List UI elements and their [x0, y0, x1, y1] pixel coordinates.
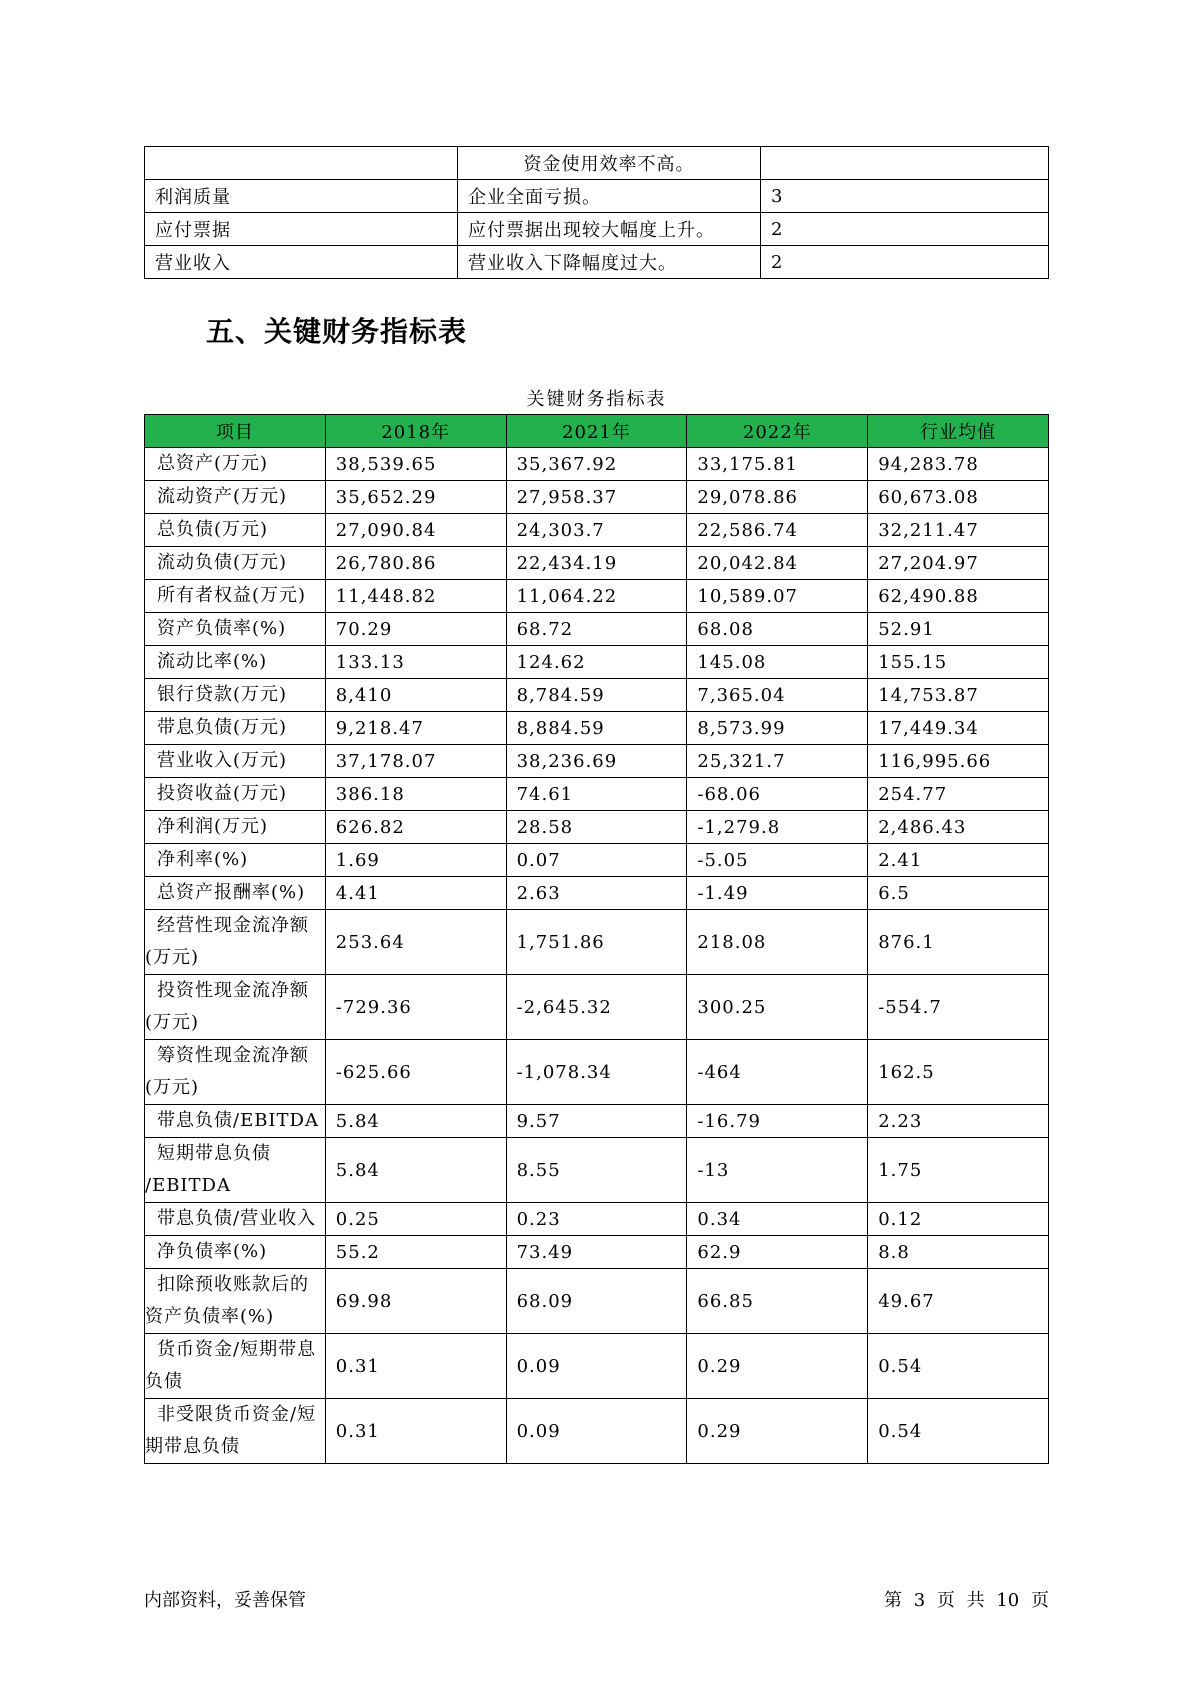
row-value: 33,175.81 [687, 448, 868, 481]
table-row [145, 778, 1049, 811]
risk-score [761, 147, 1049, 180]
row-value: 876.1 [868, 910, 1049, 975]
row-value: 1.75 [868, 1138, 1049, 1203]
financial-indicators-table [144, 414, 1049, 1464]
row-label [145, 1334, 326, 1399]
row-value: 2.23 [868, 1105, 1049, 1138]
row-value: 60,673.08 [868, 481, 1049, 514]
row-label-line1: 筹资性现金流净额 [157, 1045, 309, 1066]
table-row [145, 514, 1049, 547]
row-value: 69.98 [325, 1269, 506, 1334]
row-label-line1: 经营性现金流净额 [157, 915, 309, 936]
row-value: 300.25 [687, 975, 868, 1040]
row-value: 29,078.86 [687, 481, 868, 514]
row-value: 155.15 [868, 646, 1049, 679]
row-value: 9,218.47 [325, 712, 506, 745]
row-label [145, 778, 326, 811]
row-value: 35,652.29 [325, 481, 506, 514]
row-label [145, 613, 326, 646]
row-value: 626.82 [325, 811, 506, 844]
row-value: 27,090.84 [325, 514, 506, 547]
row-value: 27,204.97 [868, 547, 1049, 580]
row-value: 66.85 [687, 1269, 868, 1334]
row-label [145, 910, 326, 975]
row-value: 55.2 [325, 1236, 506, 1269]
risk-item: 应付票据 [145, 213, 458, 246]
row-label-line1: 扣除预收账款后的 [157, 1274, 309, 1295]
row-label-text: 银行贷款(万元) [157, 684, 288, 705]
row-label-line1: 非受限货币资金/短 [157, 1404, 317, 1425]
page-mid: 页 [936, 1590, 955, 1611]
risk-score: 2 [761, 246, 1049, 279]
row-value: 68.72 [506, 613, 687, 646]
table-row [145, 712, 1049, 745]
row-label [145, 1138, 326, 1203]
table-row [145, 580, 1049, 613]
row-label-text: 带息负债(万元) [157, 717, 288, 738]
row-value: 1.69 [325, 844, 506, 877]
table-row [145, 1334, 1049, 1399]
row-label-text: 流动资产(万元) [157, 486, 288, 507]
row-value: 0.09 [506, 1334, 687, 1399]
row-value: 116,995.66 [868, 745, 1049, 778]
header-industry-avg: 行业均值 [868, 415, 1049, 448]
row-value: 0.54 [868, 1334, 1049, 1399]
row-value: 0.23 [506, 1203, 687, 1236]
page-suffix: 页 [1031, 1590, 1049, 1611]
risk-row [145, 180, 1049, 213]
row-label-text: 净负债率(%) [157, 1241, 268, 1262]
row-value: 35,367.92 [506, 448, 687, 481]
row-value: -729.36 [325, 975, 506, 1040]
row-value: -2,645.32 [506, 975, 687, 1040]
row-value: 49.67 [868, 1269, 1049, 1334]
row-label [145, 975, 326, 1040]
table-row [145, 1105, 1049, 1138]
row-value: -625.66 [325, 1040, 506, 1105]
row-value: 38,539.65 [325, 448, 506, 481]
row-value: 5.84 [325, 1138, 506, 1203]
row-label-line2: (万元) [145, 1012, 200, 1033]
row-value: 0.31 [325, 1399, 506, 1464]
table-row [145, 646, 1049, 679]
row-value: 70.29 [325, 613, 506, 646]
row-value: 386.18 [325, 778, 506, 811]
table-header-row [145, 415, 1049, 448]
row-label-line1: 货币资金/短期带息 [157, 1339, 317, 1360]
row-value: 0.25 [325, 1203, 506, 1236]
row-value: -5.05 [687, 844, 868, 877]
row-value: 145.08 [687, 646, 868, 679]
row-value: 0.12 [868, 1203, 1049, 1236]
row-value: 0.34 [687, 1203, 868, 1236]
row-value: -1,279.8 [687, 811, 868, 844]
row-label [145, 1236, 326, 1269]
row-value: 68.09 [506, 1269, 687, 1334]
section-title: 五、关键财务指标表 [206, 315, 468, 348]
row-value: 2.63 [506, 877, 687, 910]
row-value: 62.9 [687, 1236, 868, 1269]
table-row [145, 1203, 1049, 1236]
table-row [145, 547, 1049, 580]
row-label [145, 580, 326, 613]
header-2021: 2021年 [506, 415, 687, 448]
row-value: 1,751.86 [506, 910, 687, 975]
table-row [145, 481, 1049, 514]
row-value: 5.84 [325, 1105, 506, 1138]
row-label-line2: (万元) [145, 1077, 200, 1098]
row-label [145, 481, 326, 514]
row-value: 8,410 [325, 679, 506, 712]
row-label [145, 745, 326, 778]
row-value: 52.91 [868, 613, 1049, 646]
row-value: 0.54 [868, 1399, 1049, 1464]
row-value: 8.55 [506, 1138, 687, 1203]
row-value: -464 [687, 1040, 868, 1105]
row-label-line1: 短期带息负债 [157, 1143, 271, 1164]
row-value: 8.8 [868, 1236, 1049, 1269]
table-row [145, 910, 1049, 975]
row-value: 20,042.84 [687, 547, 868, 580]
header-2018: 2018年 [325, 415, 506, 448]
row-label-text: 资产负债率(%) [157, 618, 287, 639]
row-label-line2: 资产负债率(%) [145, 1306, 275, 1327]
row-value: 10,589.07 [687, 580, 868, 613]
row-value: 2,486.43 [868, 811, 1049, 844]
table-row [145, 1399, 1049, 1464]
row-value: 254.77 [868, 778, 1049, 811]
row-value: 2.41 [868, 844, 1049, 877]
page-total-prefix: 共 [966, 1590, 985, 1611]
row-label-text: 净利润(万元) [157, 816, 269, 837]
row-value: -1,078.34 [506, 1040, 687, 1105]
row-value: 94,283.78 [868, 448, 1049, 481]
row-label-text: 总负债(万元) [157, 519, 269, 540]
risk-score: 3 [761, 180, 1049, 213]
row-value: 24,303.7 [506, 514, 687, 547]
row-value: 11,448.82 [325, 580, 506, 613]
row-label-line2: /EBITDA [145, 1175, 231, 1196]
row-label-line2: 期带息负债 [145, 1436, 240, 1457]
row-label [145, 1040, 326, 1105]
risk-desc: 资金使用效率不高。 [458, 147, 761, 180]
row-value: 11,064.22 [506, 580, 687, 613]
page-current: 3 [913, 1590, 926, 1611]
row-label [145, 1269, 326, 1334]
row-label [145, 1399, 326, 1464]
risk-item: 利润质量 [145, 180, 458, 213]
row-value: -13 [687, 1138, 868, 1203]
row-value: 162.5 [868, 1040, 1049, 1105]
header-item: 项目 [145, 415, 326, 448]
row-value: -554.7 [868, 975, 1049, 1040]
row-value: 28.58 [506, 811, 687, 844]
row-label [145, 712, 326, 745]
table-row [145, 1269, 1049, 1334]
row-value: 68.08 [687, 613, 868, 646]
row-value: 0.07 [506, 844, 687, 877]
row-label-text: 总资产报酬率(%) [157, 882, 306, 903]
page-total: 10 [996, 1590, 1020, 1611]
row-value: 8,784.59 [506, 679, 687, 712]
risk-table [144, 146, 1049, 279]
row-label [145, 514, 326, 547]
row-value: 14,753.87 [868, 679, 1049, 712]
row-value: 73.49 [506, 1236, 687, 1269]
row-value: 74.61 [506, 778, 687, 811]
row-label-text: 投资收益(万元) [157, 783, 288, 804]
table-row [145, 975, 1049, 1040]
row-value: 32,211.47 [868, 514, 1049, 547]
row-label-text: 带息负债/营业收入 [157, 1208, 317, 1229]
row-value: 22,434.19 [506, 547, 687, 580]
row-label-line2: (万元) [145, 947, 200, 968]
row-value: 17,449.34 [868, 712, 1049, 745]
table-row [145, 1040, 1049, 1105]
row-value: 253.64 [325, 910, 506, 975]
row-value: 9.57 [506, 1105, 687, 1138]
row-value: 6.5 [868, 877, 1049, 910]
row-label-text: 所有者权益(万元) [157, 585, 307, 606]
risk-score: 2 [761, 213, 1049, 246]
row-label [145, 679, 326, 712]
row-label-text: 带息负债/EBITDA [157, 1110, 319, 1131]
row-value: 124.62 [506, 646, 687, 679]
row-value: 25,321.7 [687, 745, 868, 778]
row-value: -68.06 [687, 778, 868, 811]
row-label [145, 646, 326, 679]
row-value: 218.08 [687, 910, 868, 975]
row-value: -16.79 [687, 1105, 868, 1138]
row-value: 4.41 [325, 877, 506, 910]
risk-item: 营业收入 [145, 246, 458, 279]
row-label [145, 547, 326, 580]
row-label-line2: 负债 [145, 1371, 183, 1392]
table-caption: 关键财务指标表 [526, 389, 667, 410]
footer-page-number [884, 1586, 1049, 1612]
header-2022: 2022年 [687, 415, 868, 448]
page-prefix: 第 [883, 1590, 902, 1611]
table-row [145, 613, 1049, 646]
row-label [145, 1203, 326, 1236]
table-row [145, 745, 1049, 778]
row-value: 8,884.59 [506, 712, 687, 745]
row-value: 8,573.99 [687, 712, 868, 745]
risk-row [145, 246, 1049, 279]
row-label [145, 1105, 326, 1138]
footer-confidential-note: 内部资料，妥善保管 [144, 1590, 306, 1611]
row-value: 0.09 [506, 1399, 687, 1464]
row-label-text: 流动负债(万元) [157, 552, 288, 573]
row-value: 133.13 [325, 646, 506, 679]
table-row [145, 1138, 1049, 1203]
row-label [145, 877, 326, 910]
row-value: 0.29 [687, 1334, 868, 1399]
row-label-text: 流动比率(%) [157, 651, 268, 672]
row-value: 26,780.86 [325, 547, 506, 580]
row-label [145, 448, 326, 481]
row-value: -1.49 [687, 877, 868, 910]
row-label-line1: 投资性现金流净额 [157, 980, 309, 1001]
row-value: 22,586.74 [687, 514, 868, 547]
table-row [145, 679, 1049, 712]
row-value: 27,958.37 [506, 481, 687, 514]
table-row [145, 1236, 1049, 1269]
row-label-text: 净利率(%) [157, 849, 249, 870]
row-value: 0.31 [325, 1334, 506, 1399]
row-value: 7,365.04 [687, 679, 868, 712]
row-value: 0.29 [687, 1399, 868, 1464]
table-row [145, 844, 1049, 877]
row-label-text: 营业收入(万元) [157, 750, 288, 771]
table-row [145, 448, 1049, 481]
risk-desc: 营业收入下降幅度过大。 [458, 246, 761, 279]
risk-row [145, 147, 1049, 180]
row-label [145, 844, 326, 877]
risk-desc: 应付票据出现较大幅度上升。 [458, 213, 761, 246]
row-label-text: 总资产(万元) [157, 453, 269, 474]
row-value: 38,236.69 [506, 745, 687, 778]
table-row [145, 811, 1049, 844]
risk-desc: 企业全面亏损。 [458, 180, 761, 213]
risk-row [145, 213, 1049, 246]
risk-item [145, 147, 458, 180]
row-label [145, 811, 326, 844]
row-value: 62,490.88 [868, 580, 1049, 613]
table-row [145, 877, 1049, 910]
row-value: 37,178.07 [325, 745, 506, 778]
